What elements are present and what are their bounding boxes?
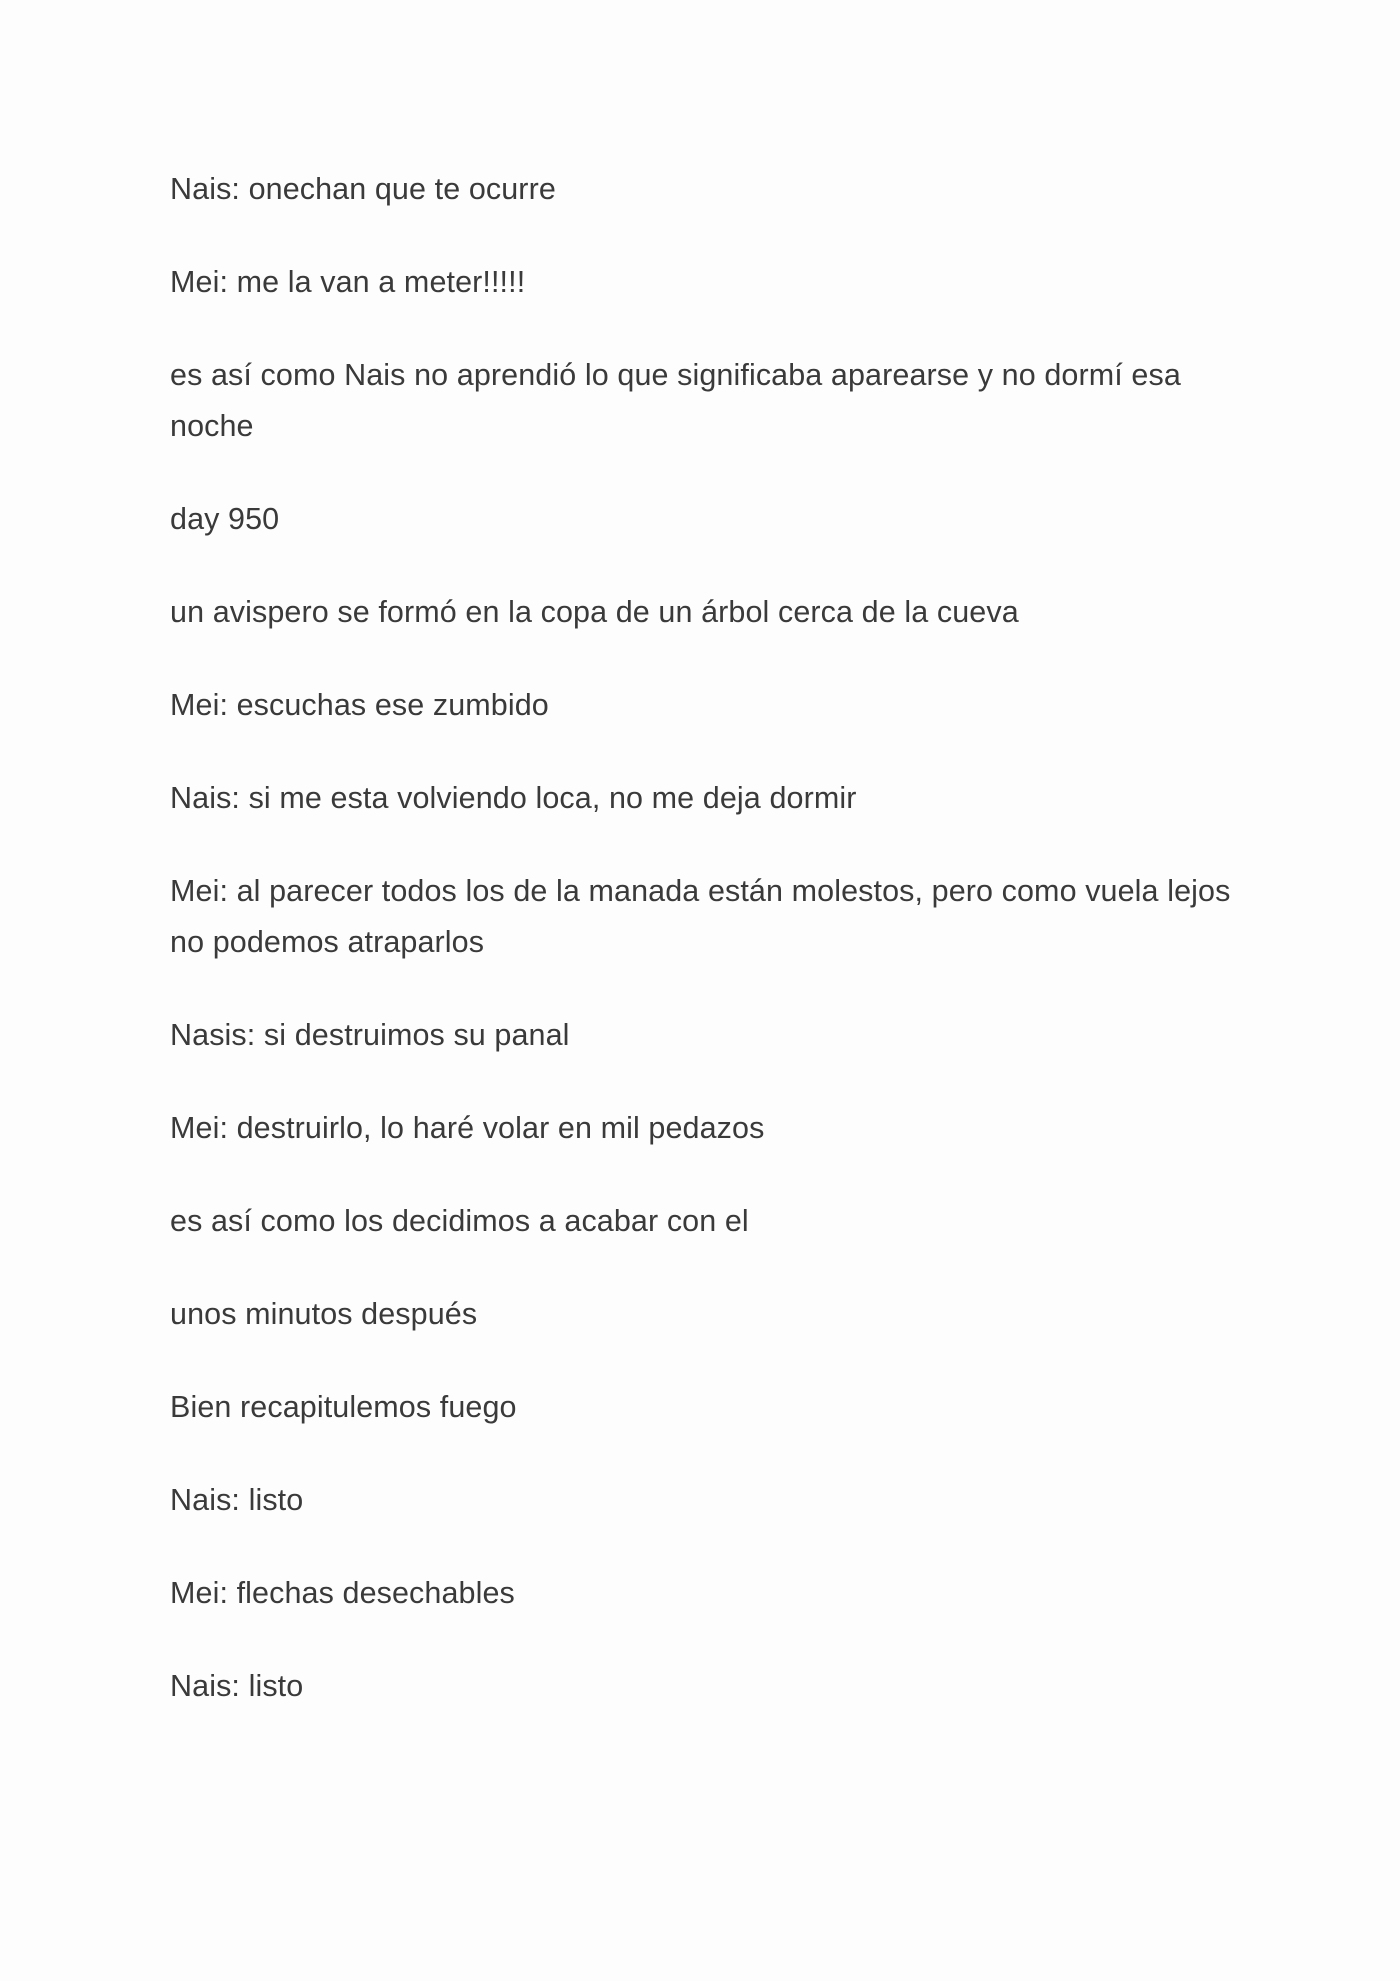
paragraph: Bien recapitulemos fuego [170,1390,517,1424]
paragraph: Nais: si me esta volviendo loca, no me deja dormir [170,781,857,815]
paragraph: Mei: al parecer todos los de la manada están molestos, pero como vuela lejos no podemos atraparlos [170,874,1231,959]
paragraph: Nais: listo [170,1669,304,1703]
paragraph: day 950 [170,502,280,536]
paragraph: un avispero se formó en la copa de un árbol cerca de la cueva [170,595,1019,629]
paragraph: Mei: destruirlo, lo haré volar en mil pedazos [170,1111,765,1145]
paragraph: es así como Nais no aprendió lo que significaba aparearse y no dormí esa noche [170,358,1181,443]
paragraph: unos minutos después [170,1297,478,1331]
paragraph: es así como los decidimos a acabar con el [170,1204,749,1238]
document-body [170,164,1250,1754]
paragraph: Nasis: si destruimos su panal [170,1018,570,1052]
paragraph: Mei: flechas desechables [170,1576,515,1610]
paragraph: Nais: onechan que te ocurre [170,172,556,206]
paragraph: Mei: me la van a meter!!!!! [170,265,526,299]
paragraph: Mei: escuchas ese zumbido [170,688,549,722]
paragraph: Nais: listo [170,1483,304,1517]
